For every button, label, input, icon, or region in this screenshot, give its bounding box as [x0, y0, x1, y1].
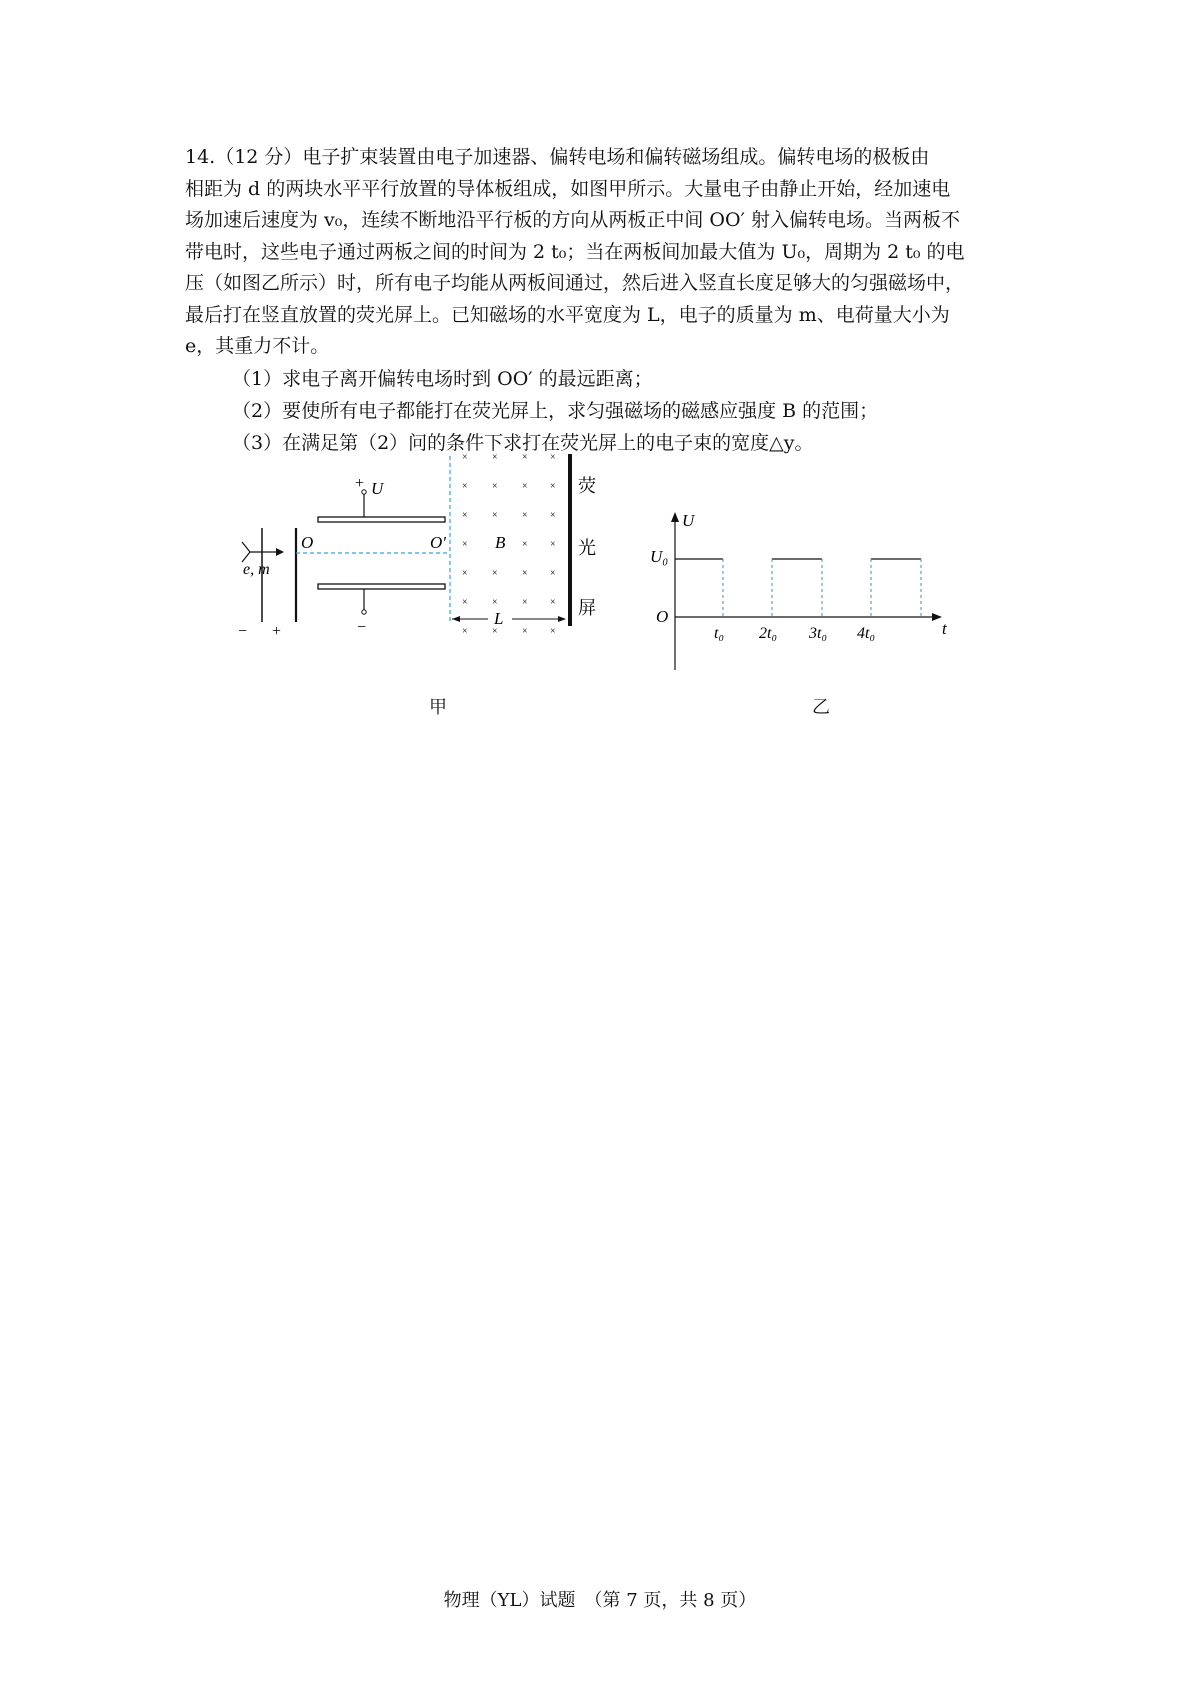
question-line-2: 相距为 d 的两块水平平行放置的导体板组成，如图甲所示。大量电子由静止开始，经加速电	[185, 177, 951, 200]
screen-label-1: 荧	[578, 476, 596, 496]
field-cross-mark: ×	[492, 626, 498, 637]
field-cross-mark: ×	[550, 626, 556, 637]
field-cross-mark: ×	[550, 568, 556, 579]
field-cross-mark: ×	[522, 568, 528, 579]
figure-b-graph	[650, 512, 970, 682]
sub-question-3: （3）在满足第（2）问的条件下求打在荧光屏上的电子束的宽度△y。	[232, 432, 814, 454]
question-line-6: 最后打在竖直放置的荧光屏上。已知磁场的水平宽度为 L，电子的质量为 m、电荷量大小为	[185, 303, 950, 326]
u-label: U	[371, 479, 384, 498]
field-cross-mark: ×	[550, 597, 556, 608]
field-cross-mark: ×	[492, 568, 498, 579]
em-label: e, m	[243, 561, 270, 578]
fluorescent-screen	[568, 454, 572, 626]
t4-tick-label: 4t₀	[857, 625, 876, 642]
figure-a-caption: 甲	[429, 697, 447, 718]
origin-label: O	[656, 607, 669, 626]
t2-tick-label: 2t₀	[759, 625, 778, 642]
field-cross-mark: ×	[550, 510, 556, 521]
question-line-5: 压（如图乙所示）时，所有电子均能从两板间通过，然后进入竖直长度足够大的匀强磁场中，	[185, 272, 965, 294]
sub-question-2: （2）要使所有电子都能打在荧光屏上，求匀强磁场的磁感应强度 B 的范围；	[232, 400, 879, 422]
field-cross-mark: ×	[550, 539, 556, 550]
field-cross-mark: ×	[522, 452, 528, 463]
t-axis-label: t	[942, 619, 947, 638]
figure-a-diagram	[238, 452, 600, 692]
field-cross-mark: ×	[492, 510, 498, 521]
l-label: L	[494, 609, 504, 628]
question-line-7: e，其重力不计。	[185, 335, 330, 357]
t0-tick-label: t₀	[714, 625, 725, 642]
lower-terminal	[362, 610, 366, 614]
lower-deflection-plate	[318, 584, 445, 589]
width-l-arrowhead-left	[452, 616, 460, 622]
field-cross-mark: ×	[492, 481, 498, 492]
field-cross-mark: ×	[462, 452, 468, 463]
t3-tick-label: 3t₀	[809, 625, 828, 642]
u-axis-arrow	[671, 512, 679, 522]
plus-label: +	[272, 623, 282, 640]
u0-label: U₀	[650, 547, 669, 566]
field-cross-mark: ×	[522, 510, 528, 521]
b-label: B	[495, 533, 506, 552]
field-cross-mark: ×	[462, 481, 468, 492]
field-cross-mark: ×	[522, 597, 528, 608]
field-cross-mark: ×	[492, 597, 498, 608]
field-cross-mark: ×	[462, 597, 468, 608]
field-cross-mark: ×	[492, 452, 498, 463]
magnetic-field-crosses	[462, 452, 556, 637]
question-line-1: 14.（12 分）电子扩束装置由电子加速器、偏转电场和偏转磁场组成。偏转电场的极板由	[185, 146, 930, 168]
u-axis-label: U	[682, 511, 695, 530]
electron-source-mark	[242, 542, 250, 562]
field-cross-mark: ×	[522, 481, 528, 492]
figure-b-caption: 乙	[812, 697, 830, 718]
upper-deflection-plate	[318, 517, 445, 522]
question-line-3: 场加速后速度为 v₀，连续不断地沿平行板的方向从两板正中间 OO′ 射入偏转电场。当两板不	[185, 209, 960, 231]
t-axis-arrow	[932, 613, 942, 621]
plus-u-label: +	[355, 475, 365, 492]
screen-label-2: 光	[578, 538, 596, 558]
field-cross-mark: ×	[462, 510, 468, 521]
o-label: O	[301, 533, 314, 552]
question-text	[185, 142, 1025, 363]
field-cross-mark: ×	[522, 626, 528, 637]
field-cross-mark: ×	[522, 539, 528, 550]
lower-terminal-label: −	[357, 619, 367, 636]
field-cross-mark: ×	[550, 481, 556, 492]
minus-label: −	[238, 623, 248, 640]
sub-question-1: （1）求电子离开偏转电场时到 OO′ 的最远距离；	[232, 368, 653, 390]
o-prime-label: O′	[430, 533, 446, 552]
field-cross-mark: ×	[462, 626, 468, 637]
field-cross-mark: ×	[462, 568, 468, 579]
electron-arrow-head	[276, 548, 284, 556]
field-cross-mark: ×	[462, 539, 468, 550]
question-line-4: 带电时，这些电子通过两板之间的时间为 2 t₀；当在两板间加最大值为 U₀，周期为 2 t₀ 的电	[185, 240, 965, 263]
screen-label-3: 屏	[578, 598, 596, 618]
field-cross-mark: ×	[550, 452, 556, 463]
width-l-arrowhead-right	[558, 616, 566, 622]
page-footer: 物理（YL）试题 （第 7 页，共 8 页）	[443, 1590, 757, 1611]
